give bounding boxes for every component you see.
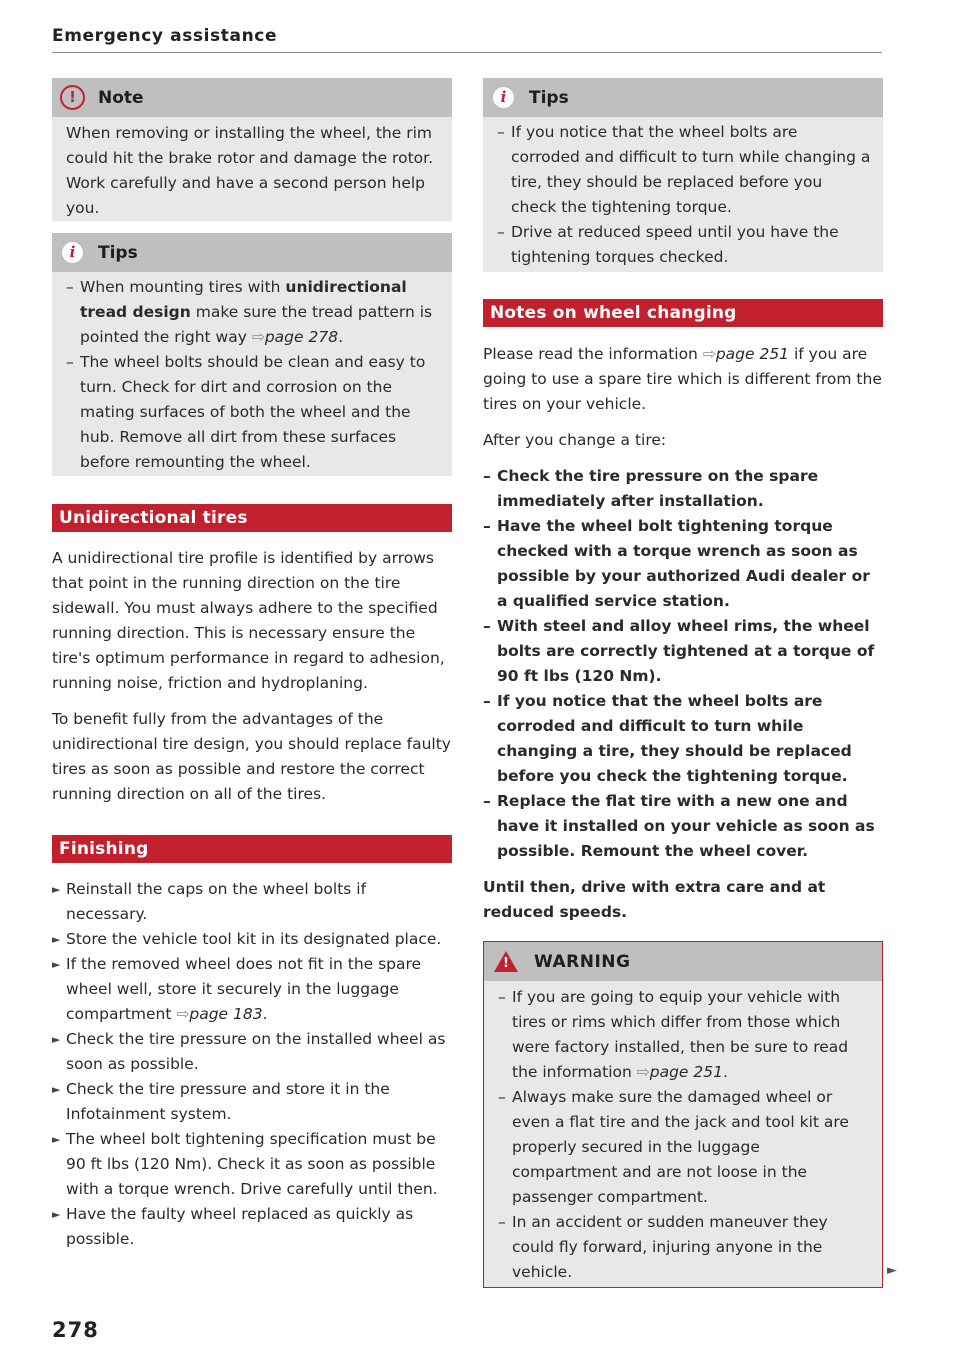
chapter-title: Emergency assistance: [52, 26, 278, 46]
warning-item-3: – In an accident or sudden maneuver they could fly forward, injuring anyone in the vehicle.: [498, 1210, 870, 1285]
tips-label: Tips: [98, 242, 138, 263]
tips-box-header: [52, 233, 452, 272]
notes-paragraph-1: Please read the information ⇨page 251 if you are going to use a spare tire which is different from the tires on your vehicle.: [483, 345, 882, 413]
continue-arrow-icon: ►: [887, 1263, 897, 1278]
warning-label: WARNING: [534, 951, 631, 972]
finishing-step-6: ► The wheel bolt tightening specification must be 90 ft lbs (120 Nm). Check it as soon as possible with a torque wrench. Drive carefully until then.: [52, 1127, 452, 1202]
tips-box-header: [483, 78, 883, 117]
note-text: When removing or installing the wheel, the rim could hit the brake rotor and damage the rotor. Work carefully and have a second person help you.: [66, 124, 434, 217]
tips-item-1: – If you notice that the wheel bolts are corroded and difficult to turn while changing a tire, they should be replaced before you check the tightening torque.: [497, 120, 871, 220]
page-ref[interactable]: page 251: [715, 345, 790, 363]
page-number: 278: [52, 1318, 99, 1342]
page-ref[interactable]: page 251: [649, 1063, 723, 1081]
finishing-step-3: ► If the removed wheel does not fit in the spare wheel well, store it securely in the luggage compartment ⇨page 183.: [52, 952, 452, 1027]
tips-item-2: – The wheel bolts should be clean and easy to turn. Check for dirt and corrosion on the mating surfaces of both the wheel and the hub. Remove all dirt from these surfaces before remounting the wheel.: [66, 350, 440, 475]
warning-item-1: – If you are going to equip your vehicle with tires or rims which differ from those which were factory installed, then be sure to read the information ⇨page 251.: [498, 985, 870, 1085]
notes-bullet-3: – With steel and alloy wheel rims, the wheel bolts are correctly tightened at a torque of 90 ft lbs (120 Nm).: [483, 614, 883, 689]
finishing-step-7: ► Have the faulty wheel replaced as quickly as possible.: [52, 1202, 452, 1252]
notes-bullet-2: – Have the wheel bolt tightening torque checked with a torque wrench as soon as possible by your authorized Audi dealer or a qualified service station.: [483, 514, 883, 614]
section-title-unidirectional: Unidirectional tires: [52, 504, 452, 532]
tips-box-left: [52, 233, 452, 476]
finishing-step-1: ► Reinstall the caps on the wheel bolts if necessary.: [52, 877, 452, 927]
tips-label: Tips: [529, 87, 569, 108]
notes-paragraph-2: After you change a tire:: [483, 431, 667, 449]
unidirectional-paragraph-2: To benefit fully from the advantages of the unidirectional tire design, you should replace faulty tires as soon as possible and restore the correct running direction on all of the tires.: [52, 710, 451, 803]
page-ref-arrow-icon: ⇨: [176, 1005, 190, 1023]
note-label: Note: [98, 87, 144, 108]
info-circle-icon: i: [491, 85, 516, 110]
info-circle-icon: i: [60, 240, 85, 265]
unidirectional-paragraph-1: A unidirectional tire profile is identified by arrows that point in the running direction on the tire sidewall. You must always adhere to the specified running direction. This is necessary ensure the tire's optimum performance in regard to adhesion, running noise, friction and hydroplaning.: [52, 549, 445, 692]
warning-box-header: [484, 942, 882, 981]
note-box-header: [52, 78, 452, 117]
notes-bullet-1: – Check the tire pressure on the spare immediately after installation.: [483, 464, 883, 514]
warning-triangle-icon: [494, 951, 518, 972]
section-title-notes: Notes on wheel changing: [483, 299, 883, 327]
tips-item-1: – When mounting tires with unidirectional tread design make sure the tread pattern is pointed the right way ⇨page 278.: [66, 275, 440, 350]
finishing-step-2: ► Store the vehicle tool kit in its designated place.: [52, 927, 452, 952]
tips-box-right: [483, 78, 883, 272]
exclamation-circle-icon: !: [60, 85, 85, 110]
page-ref-arrow-icon: ⇨: [702, 345, 716, 363]
page-ref-arrow-icon: ⇨: [251, 328, 265, 346]
page-ref[interactable]: page 278: [264, 328, 339, 346]
page-ref-arrow-icon: ⇨: [636, 1063, 650, 1081]
notes-bullet-5: – Replace the flat tire with a new one and have it installed on your vehicle as soon as possible. Remount the wheel cover.: [483, 789, 883, 864]
finishing-step-4: ► Check the tire pressure on the installed wheel as soon as possible.: [52, 1027, 452, 1077]
warning-item-2: – Always make sure the damaged wheel or even a flat tire and the jack and tool kit are properly secured in the luggage compartment and are not loose in the passenger compartment.: [498, 1085, 870, 1210]
note-box: [52, 78, 452, 221]
finishing-step-5: ► Check the tire pressure and store it in the Infotainment system.: [52, 1077, 452, 1127]
notes-bullet-4: – If you notice that the wheel bolts are corroded and difficult to turn while changing a tire, they should be replaced before you check the tightening torque.: [483, 689, 883, 789]
page-ref[interactable]: page 183: [189, 1005, 263, 1023]
warning-box: [483, 941, 883, 1288]
page-header: [52, 26, 882, 53]
notes-closing: Until then, drive with extra care and at reduced speeds.: [483, 878, 826, 921]
section-title-finishing: Finishing: [52, 835, 452, 863]
tips-item-2: – Drive at reduced speed until you have the tightening torques checked.: [497, 220, 871, 270]
